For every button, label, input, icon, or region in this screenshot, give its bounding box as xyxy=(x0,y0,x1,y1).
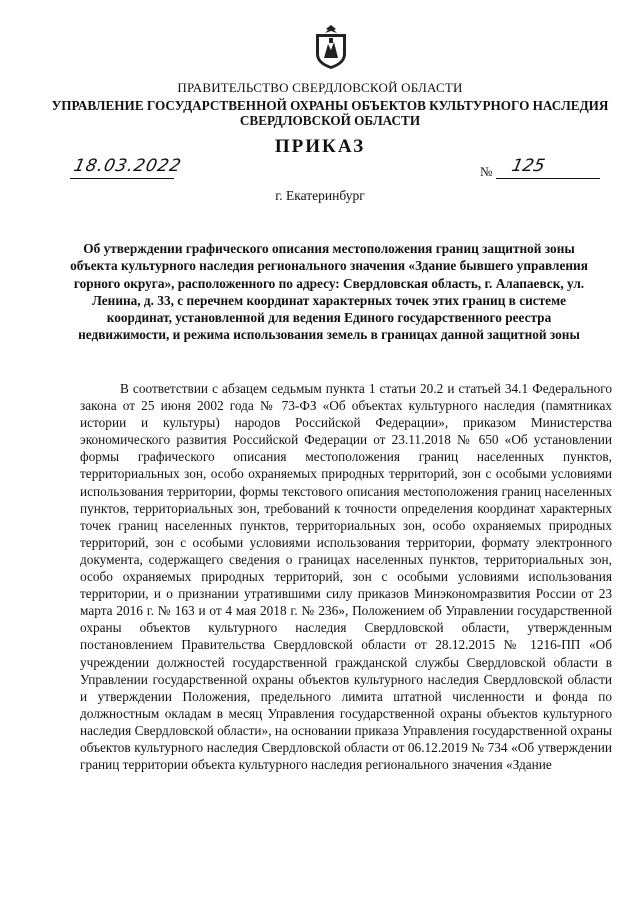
department-name: УПРАВЛЕНИЕ ГОСУДАРСТВЕННОЙ ОХРАНЫ ОБЪЕКТОВ КУЛЬТУРНОГО НАСЛЕДИЯ СВЕРДЛОВСКОЙ ОБЛАСТИ xyxy=(51,98,609,128)
coat-of-arms-icon xyxy=(314,24,348,70)
date-field xyxy=(70,156,184,179)
body-paragraph: В соответствии с абзацем седьмым пункта 1 статьи 20.2 и статьей 34.1 Федерального закона от 25 июня 2002 года № 73-ФЗ «Об объектах культурного наследия (памятниках истории и культуры) народов Российской Федерации», приказом Министерства экономического развития Российской Федерации от 23.11.2018 № 650 «Об установлении формы графического описания местоположения границ населенных пунктов, территориальных зон, особо охраняемых природных территорий, зон с особыми условиями использования территории, формы текстового описания местоположения границ населенных пунктов, территориальных зон, требований к точности определения координат характерных точек границ населенных пунктов, территориальных зон, особо охраняемых природных территорий, зон с особыми условиями использования территории, формату электронного документа, содержащего сведения о границах населенных пунктов, территориальных зон, особо охраняемых природных территорий, зон с особыми условиями использования территории, и о признании утратившими силу приказов Минэкономразвития России от 23 марта 2016 г. № 163 и от 4 мая 2018 г. № 236», Положением об Управлении государственной охраны объектов культурного наследия Свердловской области, утвержденным постановлением Правительства Свердловской области от 28.12.2015 № 1216-ПП «Об учреждении должностей государственной гражданской службы Свердловской области в Управлении государственной охраны объектов культурного наследия Свердловской области и утверждении Положения, предельного лимита штатной численности и фонда по должностным окладам в месяц Управления государственной охраны объектов культурного наследия Свердловской области», на основании приказа Управления государственной охраны объектов культурного наследия Свердловской области от 06.12.2019 № 734 «Об утверждении границ территории объекта культурного наследия регионального значения «Здание xyxy=(80,381,612,773)
document-type: ПРИКАЗ xyxy=(274,136,366,157)
number-label: № xyxy=(480,164,493,179)
government-name: ПРАВИТЕЛЬСТВО СВЕРДЛОВСКОЙ ОБЛАСТИ xyxy=(177,80,463,95)
date-value: 18.03.2022 xyxy=(71,156,184,176)
city: г. Екатеринбург xyxy=(275,188,365,203)
number-value: 125 xyxy=(509,156,547,176)
number-field xyxy=(496,156,600,179)
document-title: Об утверждении графического описания местоположения границ защитной зоны объекта культурного наследия регионального значения «Здание бывшего управления горного округа», расположенного по адресу: Свердловская область, г. Алапаевск, ул. Ленина, д. 33, с перечнем координат характерных точек этих границ в системе координат, установленной для ведения Единого государственного реестра недвижимости, и режима использования земель в границах данной защитной зоны xyxy=(70,241,588,343)
